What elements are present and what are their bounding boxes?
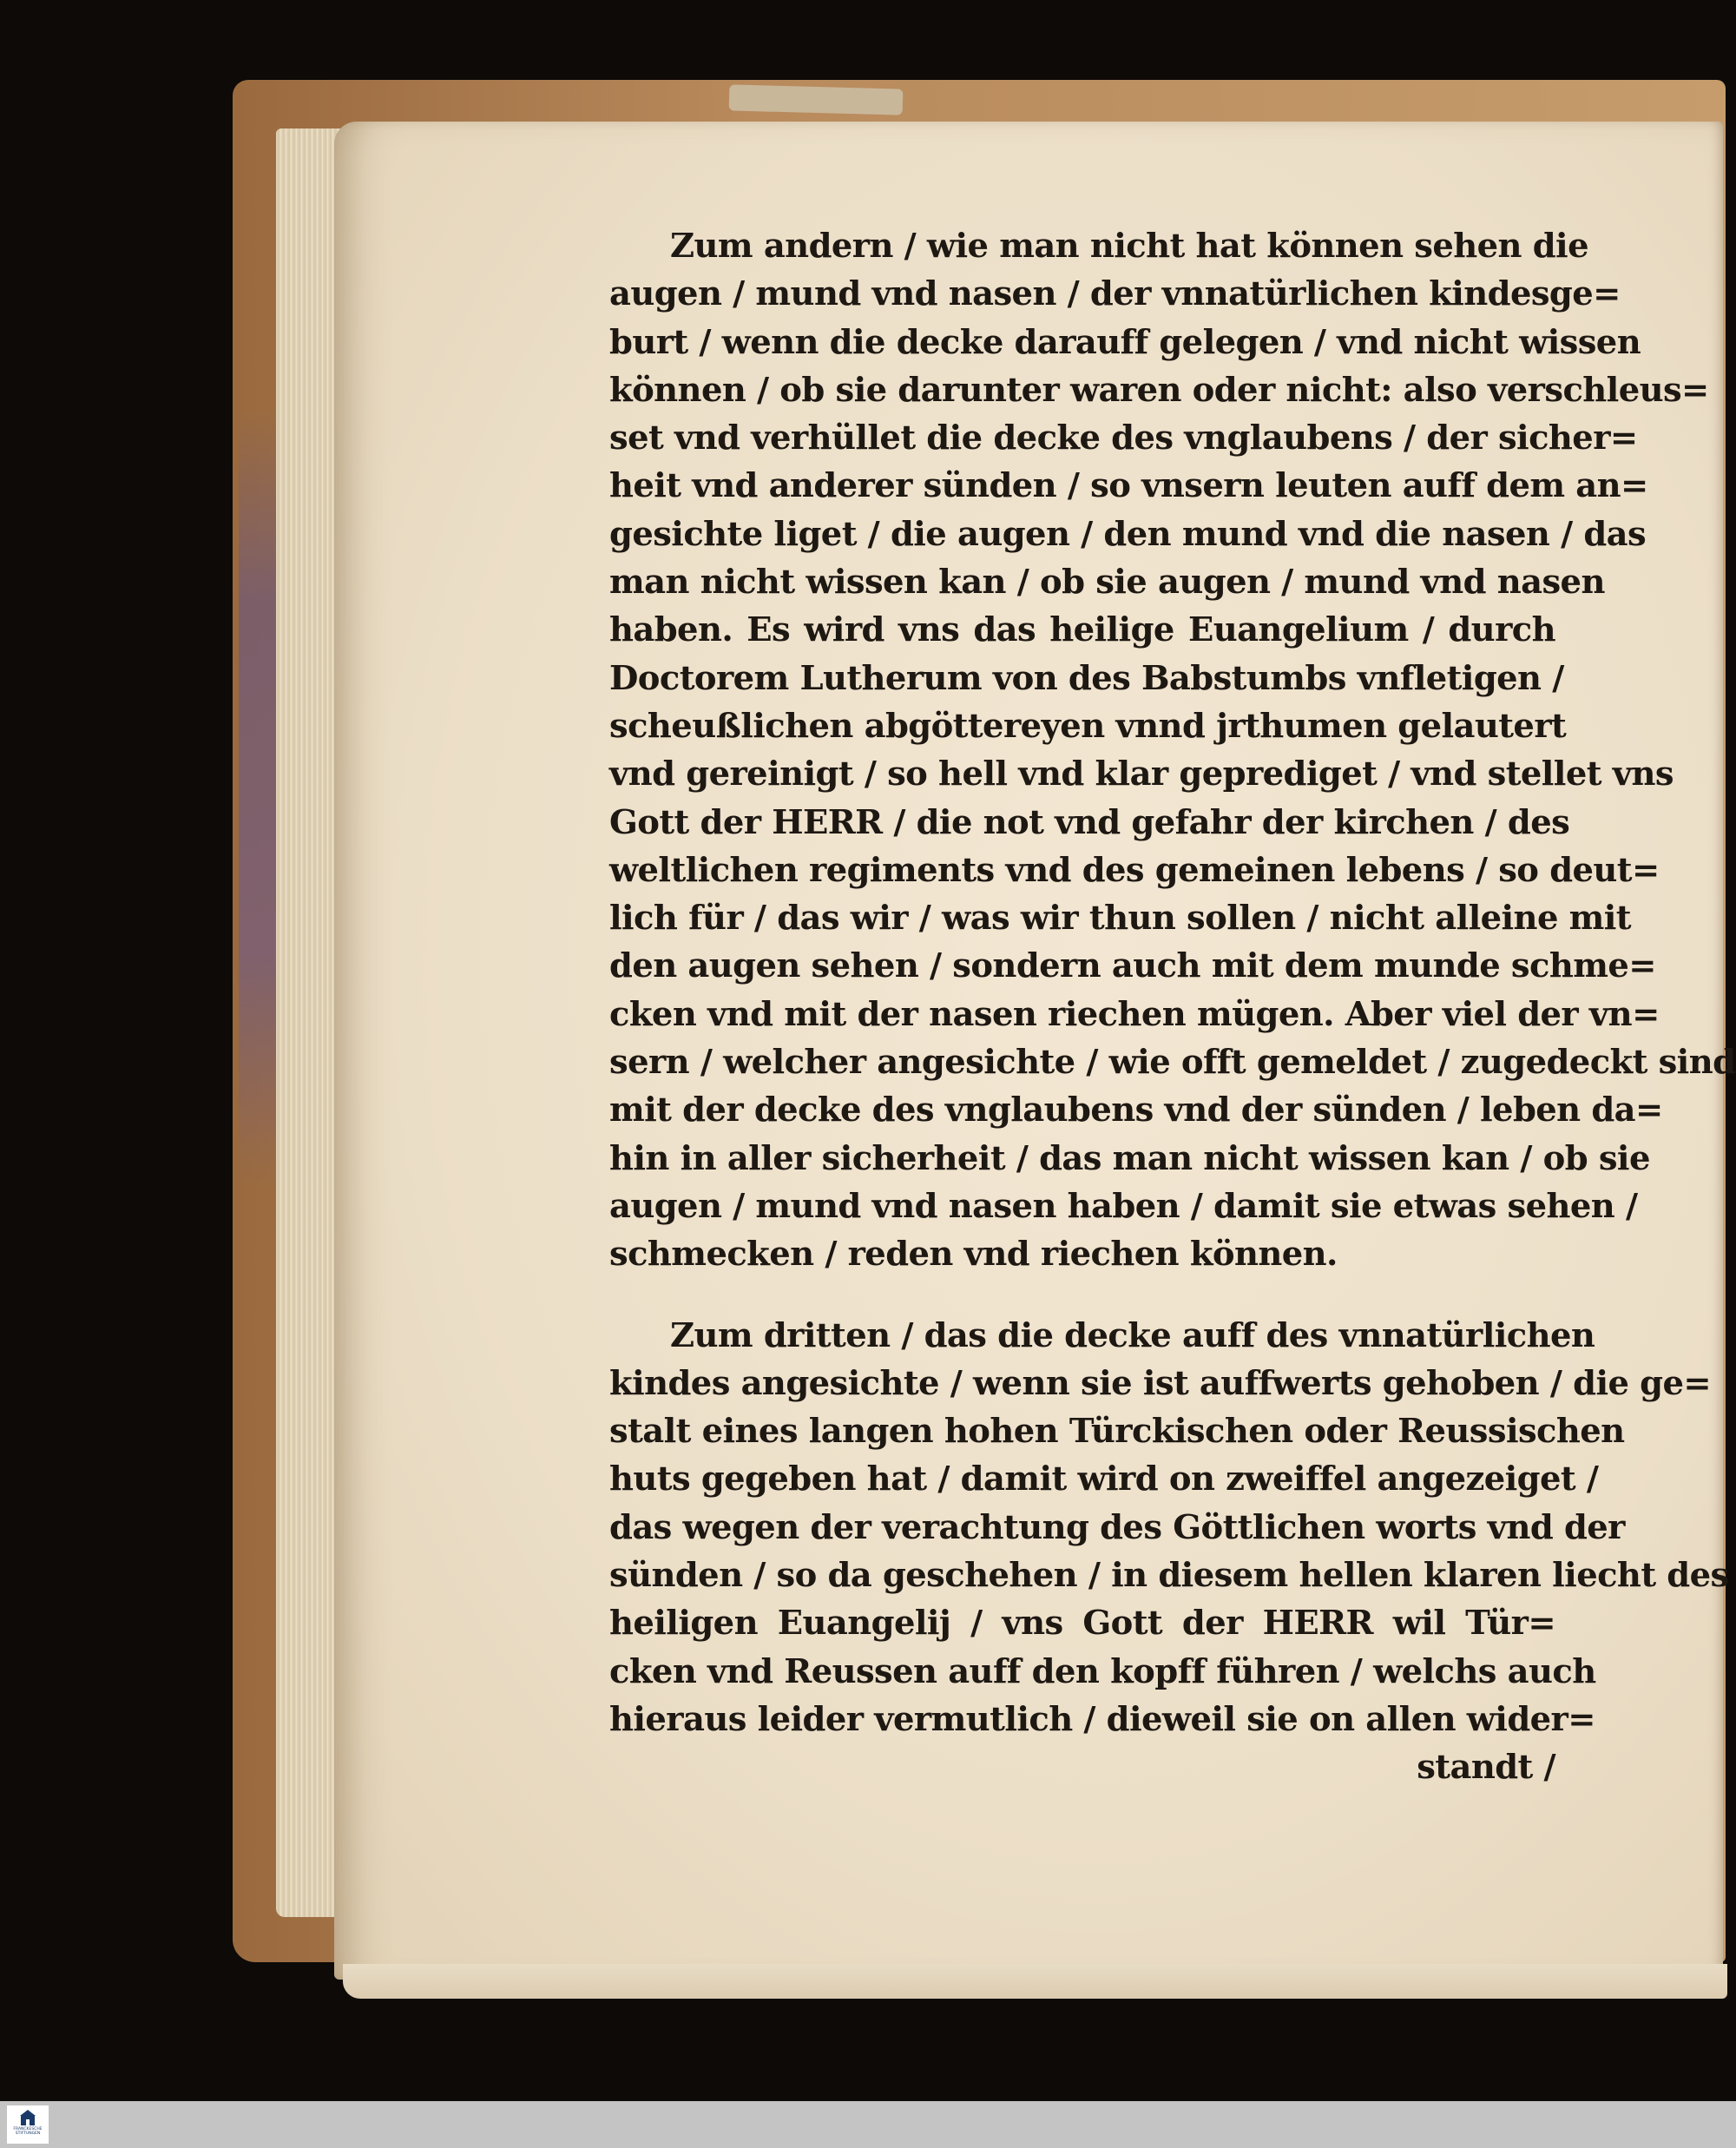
- text-line: weltlichen regiments vnd des gemeinen lebens / so deut=: [609, 850, 1660, 890]
- text-line: set vnd verhüllet die decke des vnglaubens / der sicher=: [609, 418, 1638, 458]
- building-icon: [18, 2108, 37, 2127]
- text-line: heit vnd anderer sünden / so vnsern leuten auff dem an=: [609, 466, 1648, 506]
- viewer-footer-bar: [0, 2101, 1736, 2148]
- text-line: kindes angesichte / wenn sie ist auffwerts gehoben / die ge=: [609, 1363, 1712, 1403]
- text-line: Doctorem Lutherum von des Babstumbs vnfletigen /: [609, 658, 1564, 698]
- paragraph-zum-dritten: [609, 1312, 1729, 1744]
- paragraph-zum-andern: [609, 222, 1736, 1279]
- text-line: heiligen Euangelij / vns Gott der HERR wil Tür=: [609, 1604, 1555, 1644]
- text-line: gesichte liget / die augen / den mund vnd die nasen / das: [609, 514, 1647, 554]
- text-line: haben. Es wird vns das heilige Euangelium / durch: [609, 610, 1555, 650]
- text-line: Zum dritten / das die decke auff des vnnatürlichen: [670, 1315, 1595, 1355]
- text-line: cken vnd mit der nasen riechen mügen. Aber viel der vn=: [609, 994, 1660, 1034]
- text-line: augen / mund vnd nasen / der vnnatürlichen kindesge=: [609, 274, 1621, 314]
- top-edge-damage: [729, 84, 904, 115]
- text-line: augen / mund vnd nasen haben / damit sie etwas sehen /: [609, 1186, 1638, 1226]
- text-line: mit der decke des vnglaubens vnd der sünden / leben da=: [609, 1090, 1663, 1130]
- text-line: sünden / so da geschehen / in diesem hellen klaren liecht des: [609, 1556, 1729, 1596]
- logo-text: FRANCKESCHE STIFTUNGEN: [13, 2127, 43, 2136]
- text-line: lich für / das wir / was wir thun sollen / nicht alleine mit: [609, 899, 1631, 939]
- text-line: stalt eines langen hohen Türckischen oder Reussischen: [609, 1412, 1625, 1452]
- text-line: cken vnd Reussen auff den kopff führen / welchs auch: [609, 1651, 1596, 1691]
- text-line: scheußlichen abgöttereyen vnnd jrthumen gelautert: [609, 706, 1567, 746]
- text-line: Gott der HERR / die not vnd gefahr der kirchen / des: [609, 802, 1570, 842]
- page-bottom-edge: [343, 1964, 1727, 1999]
- text-line: huts gegeben hat / damit wird on zweiffel angezeiget /: [609, 1459, 1599, 1499]
- text-line: sern / welcher angesichte / wie offt gemeldet / zugedeckt sind: [609, 1043, 1736, 1083]
- text-line: schmecken / reden vnd riechen können.: [609, 1235, 1338, 1275]
- text-line: hin in aller sicherheit / das man nicht wissen kan / ob sie: [609, 1138, 1650, 1178]
- text-line: hieraus leider vermutlich / dieweil sie on allen wider=: [609, 1699, 1595, 1739]
- text-line: können / ob sie darunter waren oder nicht: also verschleus=: [609, 370, 1709, 410]
- text-line: Zum andern / wie man nicht hat können sehen die: [670, 227, 1588, 266]
- text-line: den augen sehen / sondern auch mit dem munde schme=: [609, 946, 1656, 986]
- page-text: [609, 222, 1736, 1792]
- text-line: burt / wenn die decke darauff gelegen / vnd nicht wissen: [609, 322, 1641, 362]
- text-line: das wegen der verachtung des Göttlichen worts vnd der: [609, 1507, 1625, 1547]
- institution-logo: [7, 2105, 49, 2144]
- text-line: man nicht wissen kan / ob sie augen / mund vnd nasen: [609, 563, 1605, 603]
- catchword: standt /: [1417, 1748, 1555, 1788]
- text-line: vnd gereinigt / so hell vnd klar geprediget / vnd stellet vns: [609, 754, 1674, 794]
